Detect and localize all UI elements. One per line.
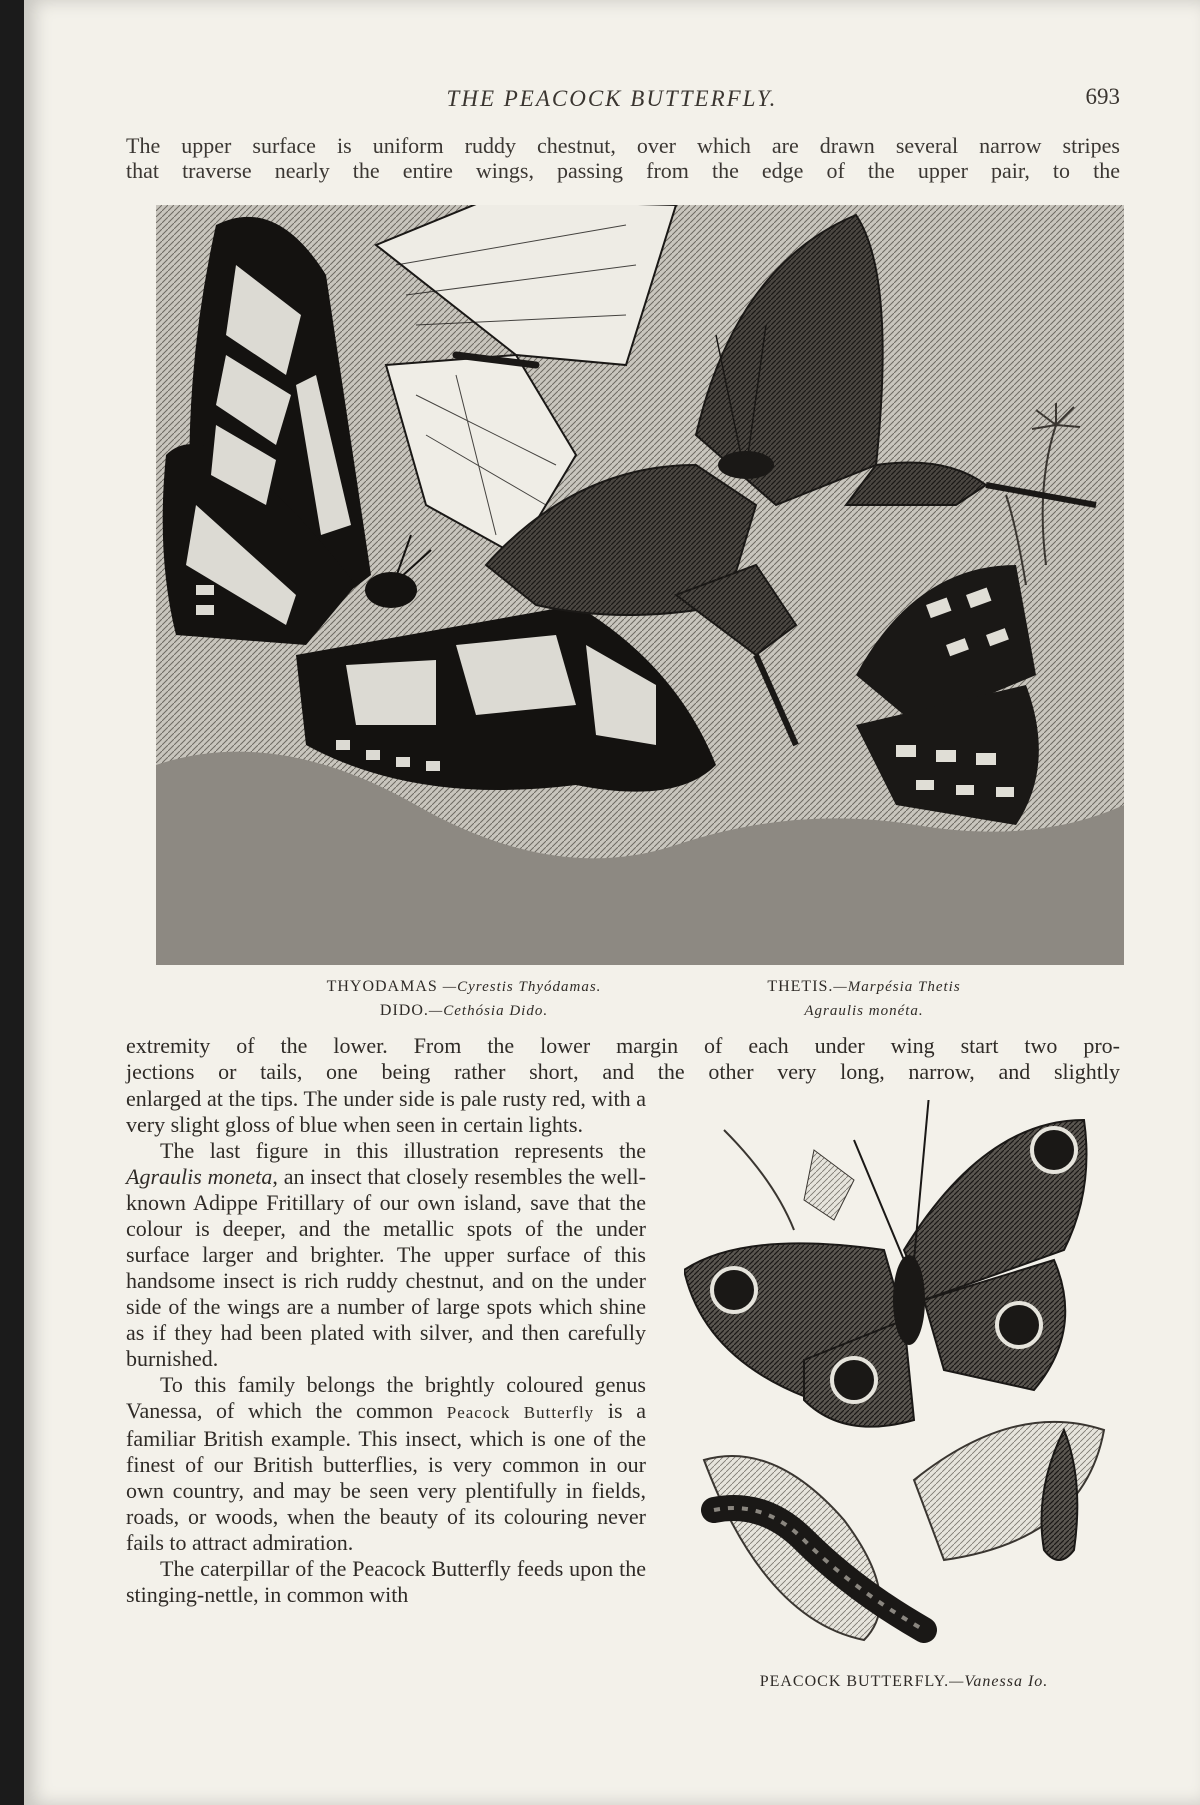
caption-agraulis-latin: Agraulis monéta. xyxy=(804,1003,924,1019)
continuation-line: extremity of the lower. From the lower margin of each under wing start two pro- xyxy=(126,1033,1120,1058)
caption-thetis-latin: —Marpésia Thetis xyxy=(833,979,961,995)
paragraph-text: , an insect that closely resembles the well-known Adippe Fritillary of our own island, save that the colour is deeper, and the metallic spots of the under surface larger and brighter. The upper surface of this handsome insect is rich ruddy chestnut, and on the under side of the wings are a number of large spots which shine as if they had been plated with silver, and then carefully burnished. xyxy=(126,1164,646,1371)
caption-left xyxy=(274,975,654,1023)
paragraph-text: The last figure in this illustration represents the xyxy=(160,1138,646,1163)
paragraph-text: To this family belongs the brightly coloured genus Vanessa, of which the common xyxy=(126,1372,646,1423)
species-name: Agraulis moneta xyxy=(126,1164,273,1189)
left-column-text xyxy=(126,1086,646,1608)
continuation-line: jections or tails, one being rather short, and the other very long, narrow, and slightly xyxy=(126,1059,1120,1084)
peacock-engraving xyxy=(684,1100,1124,1660)
butterflies-engraving xyxy=(156,205,1124,965)
paragraph-text: is a familiar British example. This insect, which is one of the finest of our British butterflies, is very common in our own country, and may be seen very plentifully in fields, roads, or woods, when the beauty of its colouring never fails to attract admiration. xyxy=(126,1398,646,1555)
caption-right xyxy=(714,975,1014,1023)
paragraph: The caterpillar of the Peacock Butterfly feeds upon the stinging-nettle, in common with xyxy=(126,1556,646,1607)
paragraph xyxy=(126,1138,646,1372)
paragraph xyxy=(126,1372,646,1556)
intro-line: The upper surface is uniform ruddy chestnut, over which are drawn several narrow stripes xyxy=(126,133,1120,158)
running-title: THE PEACOCK BUTTERFLY. xyxy=(446,86,778,111)
intro-line: that traverse nearly the entire wings, passing from the edge of the upper pair, to the xyxy=(126,158,1120,183)
paragraph: enlarged at the tips. The under side is pale rusty red, with a very slight gloss of blue when seen in certain lights. xyxy=(126,1086,646,1137)
caption-dido-name: DIDO. xyxy=(379,1002,429,1019)
page-number: 693 xyxy=(1085,84,1120,109)
caption-thyodamas-latin: —Cyrestis Thyódamas. xyxy=(442,979,602,995)
caption-thetis-name: THETIS. xyxy=(767,978,834,995)
caption-peacock-latin: —Vanessa Io. xyxy=(949,1673,1049,1690)
peacock-illustration xyxy=(684,1100,1124,1660)
caption-dido-latin: —Cethósia Dido. xyxy=(428,1003,549,1019)
caption-peacock-name: PEACOCK BUTTERFLY. xyxy=(759,1673,950,1690)
species-smallcaps: Peacock Butterfly xyxy=(446,1403,595,1422)
caption-peacock xyxy=(684,1673,1124,1691)
butterflies-illustration xyxy=(156,205,1124,965)
caption-thyodamas-name: THYODAMAS xyxy=(326,978,438,995)
book-page xyxy=(24,0,1200,1805)
